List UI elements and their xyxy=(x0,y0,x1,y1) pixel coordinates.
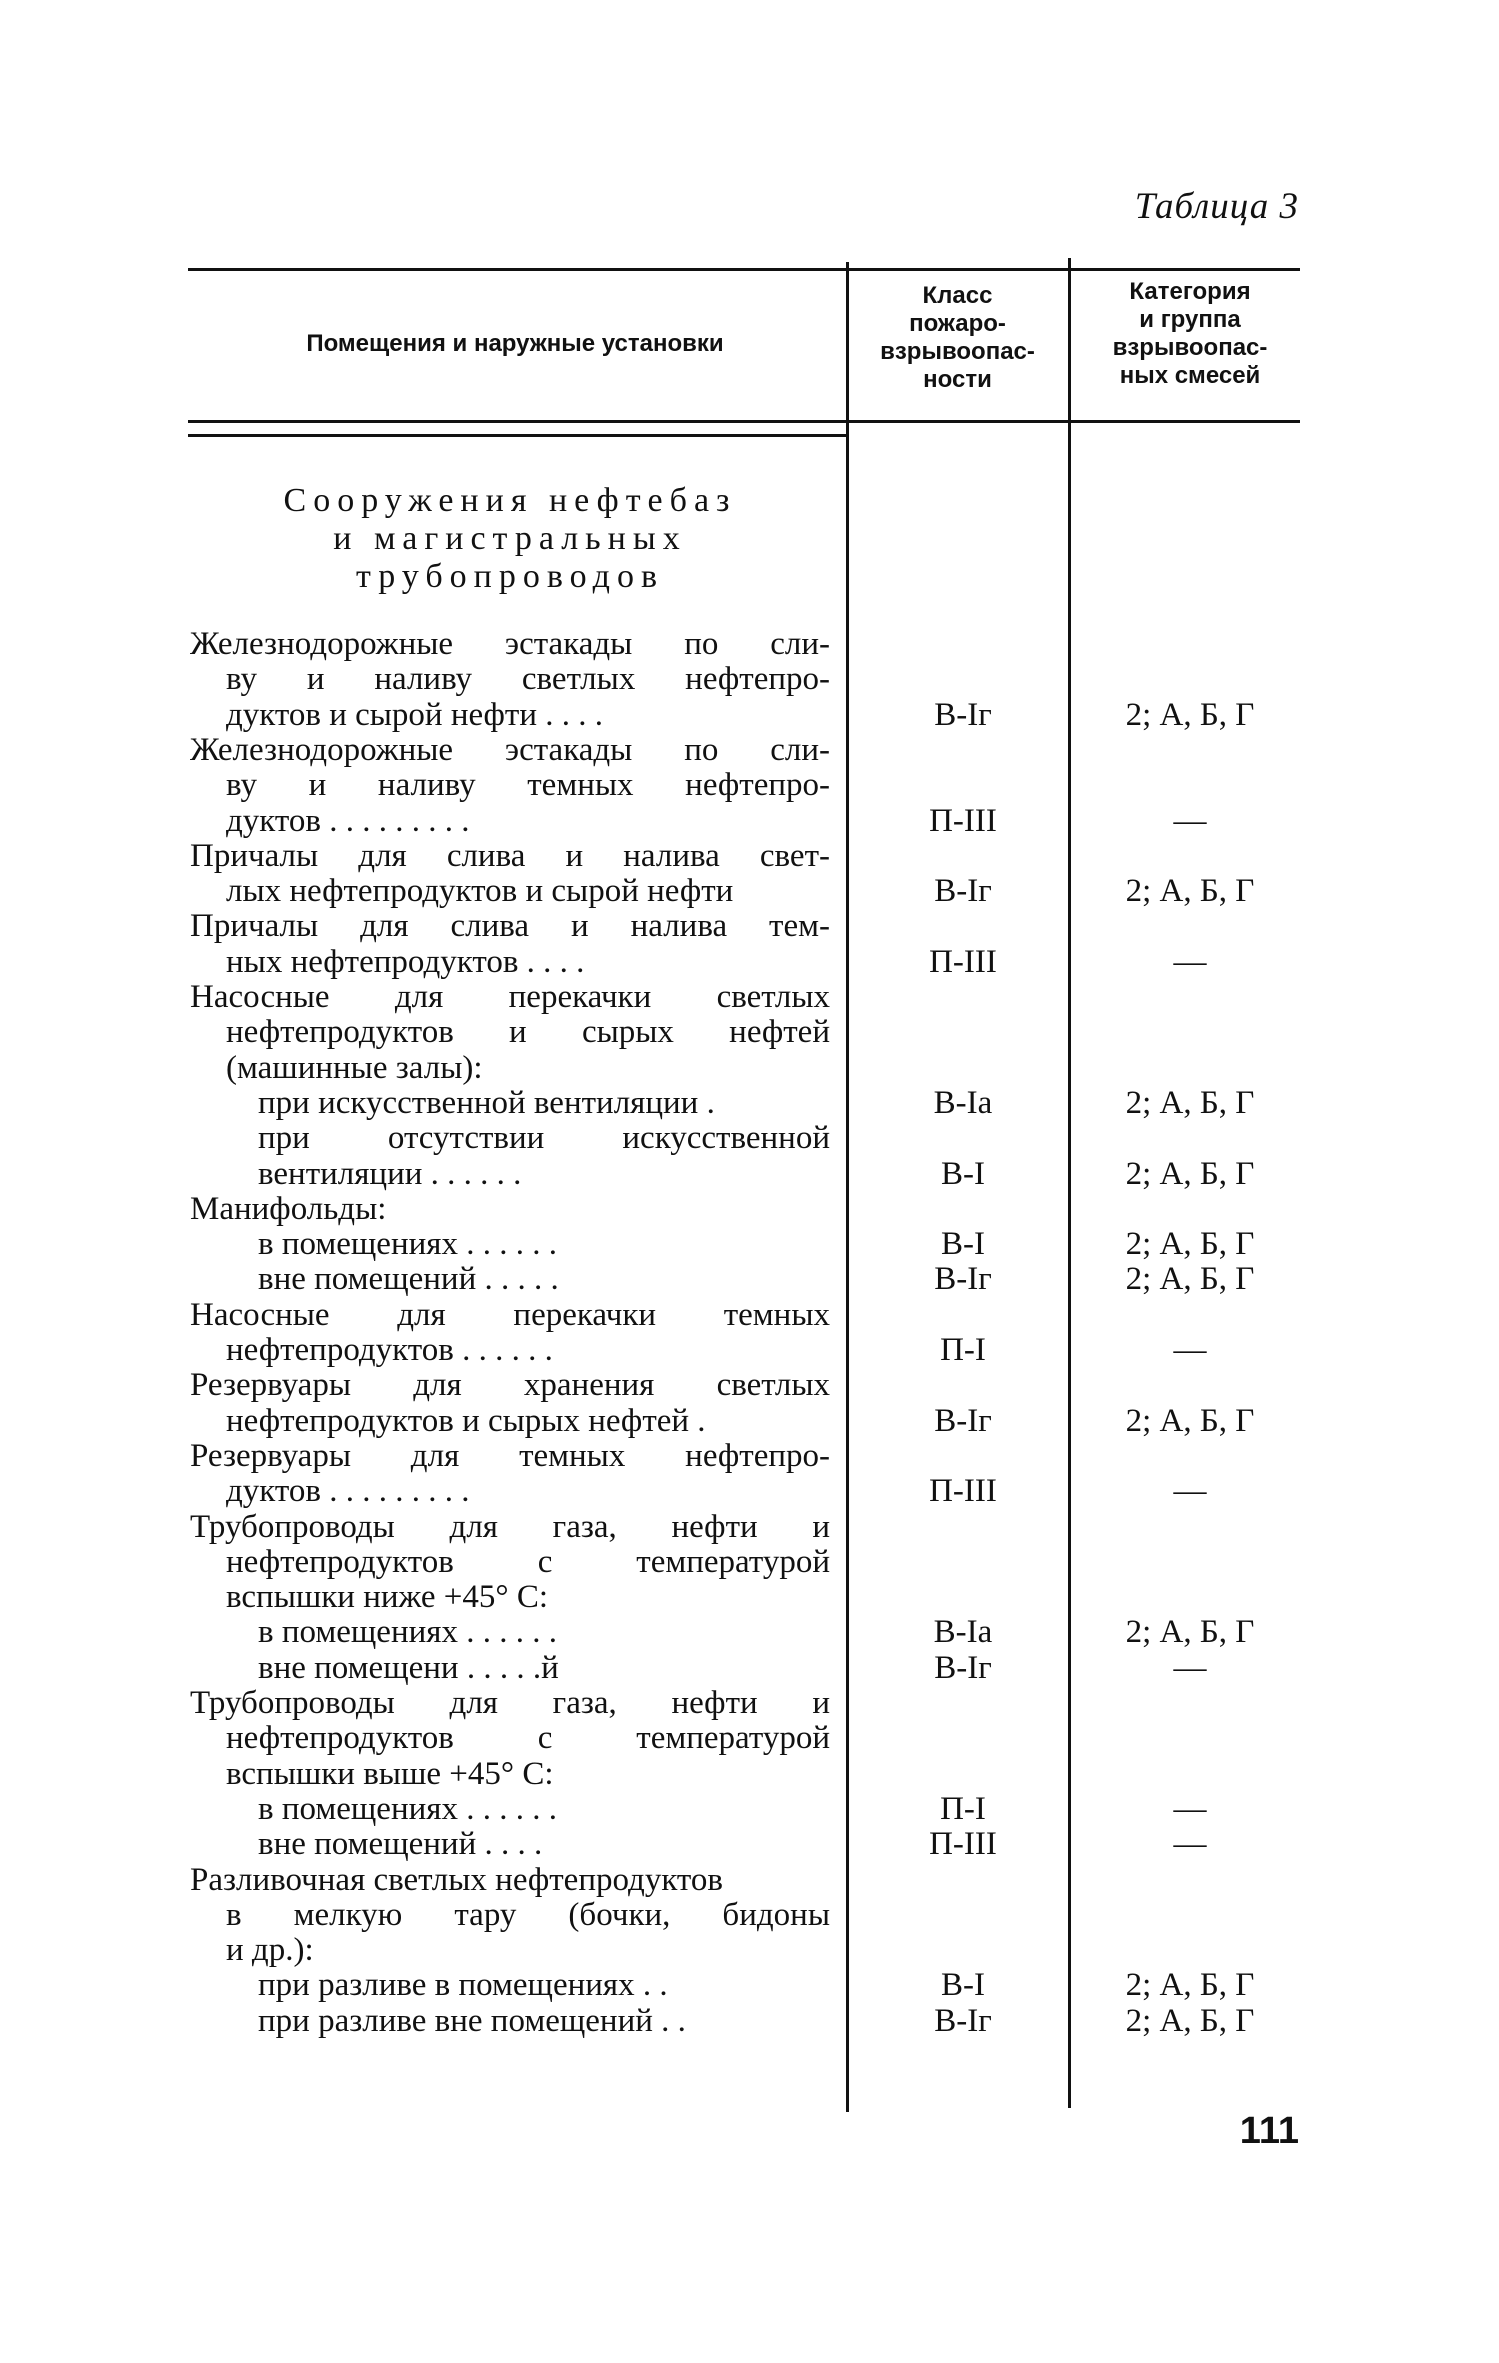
table-row xyxy=(0,979,1499,1015)
header-col-mixture-category-line: ных смесей xyxy=(1119,362,1261,389)
table-row xyxy=(0,626,1499,662)
table-row xyxy=(0,1332,1499,1368)
header-col-premises: Помещения и наружные установки xyxy=(306,330,724,357)
row-fire-class: В-I xyxy=(941,1155,985,1192)
table-row xyxy=(0,1791,1499,1827)
row-description: Причалы для слива и налива тем- xyxy=(190,908,830,945)
row-mixture-category: — xyxy=(1173,1649,1207,1686)
header-col-fire-class-line: Класс xyxy=(922,282,993,309)
header-bottom-rule-2 xyxy=(188,434,848,437)
row-description: лых нефтепродуктов и сырой нефти xyxy=(226,873,734,910)
table-row xyxy=(0,1614,1499,1650)
row-description: Разливочная светлых нефтепродуктов xyxy=(190,1861,723,1898)
table-row xyxy=(0,697,1499,733)
row-description: при разливе вне помещений . . xyxy=(258,2002,686,2039)
row-fire-class: В-Iг xyxy=(934,1649,992,1686)
row-description: в помещениях . . . . . . xyxy=(258,1614,557,1651)
row-description: ных нефтепродуктов . . . . xyxy=(226,943,585,980)
row-fire-class: В-I xyxy=(941,1967,985,2004)
row-fire-class: В-Iг xyxy=(934,1261,992,1298)
table-row xyxy=(0,1050,1499,1086)
table-row xyxy=(0,661,1499,697)
row-mixture-category: 2; А, Б, Г xyxy=(1125,1967,1255,2004)
row-description: дуктов . . . . . . . . . xyxy=(226,1473,470,1510)
table-row xyxy=(0,1826,1499,1862)
row-fire-class: П-I xyxy=(940,1332,986,1368)
row-description: Трубопроводы для газа, нефти и xyxy=(190,1685,830,1721)
row-description: (машинные залы): xyxy=(226,1049,483,1086)
row-description: Причалы для слива и налива свет- xyxy=(190,837,830,874)
row-description: в помещениях . . . . . . xyxy=(258,1790,557,1827)
row-description: в помещениях . . . . . . xyxy=(258,1226,557,1263)
row-description: вспышки выше +45° С: xyxy=(226,1755,554,1792)
row-mixture-category: 2; А, Б, Г xyxy=(1125,1261,1255,1298)
row-fire-class: В-Iа xyxy=(933,1084,993,1121)
row-fire-class: В-Iа xyxy=(933,1614,993,1651)
row-mixture-category: 2; А, Б, Г xyxy=(1125,873,1255,910)
row-fire-class: В-Iг xyxy=(934,2002,992,2039)
row-description: Резервуары для хранения светлых xyxy=(190,1367,830,1404)
row-mixture-category: — xyxy=(1173,802,1207,839)
header-col-fire-class-line: взрывоопас- xyxy=(880,338,1035,365)
row-description: ву и наливу темных нефтепро- xyxy=(226,767,830,804)
table-row xyxy=(0,732,1499,768)
table-row xyxy=(0,1685,1499,1721)
row-mixture-category: 2; А, Б, Г xyxy=(1125,1614,1255,1651)
row-fire-class: П-III xyxy=(929,1473,997,1510)
header-bottom-rule xyxy=(188,420,1300,423)
row-description: вне помещений . . . . xyxy=(258,1826,543,1863)
row-mixture-category: — xyxy=(1173,1473,1207,1510)
section-title xyxy=(190,482,830,596)
table-row xyxy=(0,1862,1499,1898)
page-number: 111 xyxy=(1239,2110,1299,2152)
row-description: при разливе в помещениях . . xyxy=(258,1967,668,2004)
row-mixture-category: 2; А, Б, Г xyxy=(1125,1084,1255,1121)
row-description: вспышки ниже +45° С: xyxy=(226,1579,549,1616)
row-mixture-category: — xyxy=(1173,1332,1207,1368)
header-col-fire-class xyxy=(850,282,1065,394)
row-description: вне помещени . . . . .й xyxy=(258,1649,559,1686)
row-description: и др.): xyxy=(226,1932,314,1969)
table-row xyxy=(0,1156,1499,1192)
table-row xyxy=(0,838,1499,874)
table-row xyxy=(0,1544,1499,1580)
header-col-fire-class-line: ности xyxy=(923,366,992,393)
row-description: нефтепродуктов с температурой xyxy=(226,1543,830,1580)
row-description: Трубопроводы для газа, нефти и xyxy=(190,1508,830,1545)
row-description: при отсутствии искусственной xyxy=(258,1120,830,1157)
row-description: нефтепродуктов и сырых нефтей xyxy=(226,1014,830,1051)
table-row xyxy=(0,1438,1499,1474)
table-row xyxy=(0,1261,1499,1297)
table-row xyxy=(0,1367,1499,1403)
row-description: нефтепродуктов и сырых нефтей . xyxy=(226,1402,706,1439)
header-col-mixture-category-line: Категория xyxy=(1129,278,1251,305)
table-row xyxy=(0,803,1499,839)
row-description: ву и наливу светлых нефтепро- xyxy=(226,661,830,698)
header-col-mixture-category-line: и группа xyxy=(1139,306,1241,333)
table-row xyxy=(0,1897,1499,1933)
row-description: Насосные для перекачки темных xyxy=(190,1296,830,1333)
row-description: Железнодорожные эстакады по сли- xyxy=(190,731,830,768)
row-mixture-category: 2; А, Б, Г xyxy=(1125,1226,1255,1263)
row-mixture-category: 2; А, Б, Г xyxy=(1125,1402,1255,1439)
row-mixture-category: 2; А, Б, Г xyxy=(1125,1155,1255,1192)
row-mixture-category: 2; А, Б, Г xyxy=(1125,696,1255,733)
row-mixture-category: 2; А, Б, Г xyxy=(1125,2002,1255,2039)
table-row xyxy=(0,1756,1499,1792)
row-fire-class: В-I xyxy=(941,1226,985,1263)
row-fire-class: П-III xyxy=(929,802,997,839)
table-row xyxy=(0,1226,1499,1262)
table-row xyxy=(0,2003,1499,2039)
row-description: при искусственной вентиляции . xyxy=(258,1084,715,1121)
table-row xyxy=(0,1509,1499,1545)
row-description: Манифольды: xyxy=(190,1190,387,1227)
table-row xyxy=(0,1579,1499,1615)
table-row xyxy=(0,1473,1499,1509)
row-description: вентиляции . . . . . . xyxy=(258,1155,522,1192)
row-fire-class: В-Iг xyxy=(934,1402,992,1439)
section-title-line: трубопроводов xyxy=(355,558,665,595)
row-fire-class: В-Iг xyxy=(934,696,992,733)
table-row xyxy=(0,1650,1499,1686)
row-fire-class: П-III xyxy=(929,943,997,980)
row-fire-class: П-I xyxy=(940,1790,986,1827)
row-description: дуктов . . . . . . . . . xyxy=(226,802,470,839)
row-description: вне помещений . . . . . xyxy=(258,1261,559,1298)
table-row xyxy=(0,1720,1499,1756)
row-mixture-category: — xyxy=(1173,1790,1207,1827)
row-fire-class: П-III xyxy=(929,1826,997,1863)
row-mixture-category: — xyxy=(1173,1826,1207,1863)
header-top-rule xyxy=(188,268,1300,271)
section-title-line: и магистральных xyxy=(333,520,687,557)
row-description: Насосные для перекачки светлых xyxy=(190,979,830,1015)
table-row xyxy=(0,1403,1499,1439)
row-mixture-category: — xyxy=(1173,943,1207,980)
table-row xyxy=(0,908,1499,944)
row-description: нефтепродуктов с температурой xyxy=(226,1720,830,1757)
row-description: нефтепродуктов . . . . . . xyxy=(226,1332,553,1368)
header-col-mixture-category xyxy=(1075,278,1305,390)
header-col-mixture-category-line: взрывоопас- xyxy=(1112,334,1268,361)
table-label: Таблица 3 xyxy=(1134,186,1299,227)
table-row xyxy=(0,1297,1499,1333)
table-row xyxy=(0,1932,1499,1968)
table-row xyxy=(0,767,1499,803)
table-row xyxy=(0,1120,1499,1156)
header-col-fire-class-line: пожаро- xyxy=(909,310,1006,337)
row-description: в мелкую тару (бочки, бидоны xyxy=(226,1896,830,1933)
table-row xyxy=(0,1191,1499,1227)
row-description: Резервуары для темных нефтепро- xyxy=(190,1437,830,1474)
table-row xyxy=(0,873,1499,909)
table-row xyxy=(0,944,1499,980)
row-description: дуктов и сырой нефти . . . . xyxy=(226,696,604,733)
table-row xyxy=(0,1085,1499,1121)
table-row xyxy=(0,1967,1499,2003)
row-fire-class: В-Iг xyxy=(934,873,992,910)
row-description: Железнодорожные эстакады по сли- xyxy=(190,626,830,662)
table-row xyxy=(0,1014,1499,1050)
section-title-line: Сооружения нефтебаз xyxy=(283,482,737,519)
